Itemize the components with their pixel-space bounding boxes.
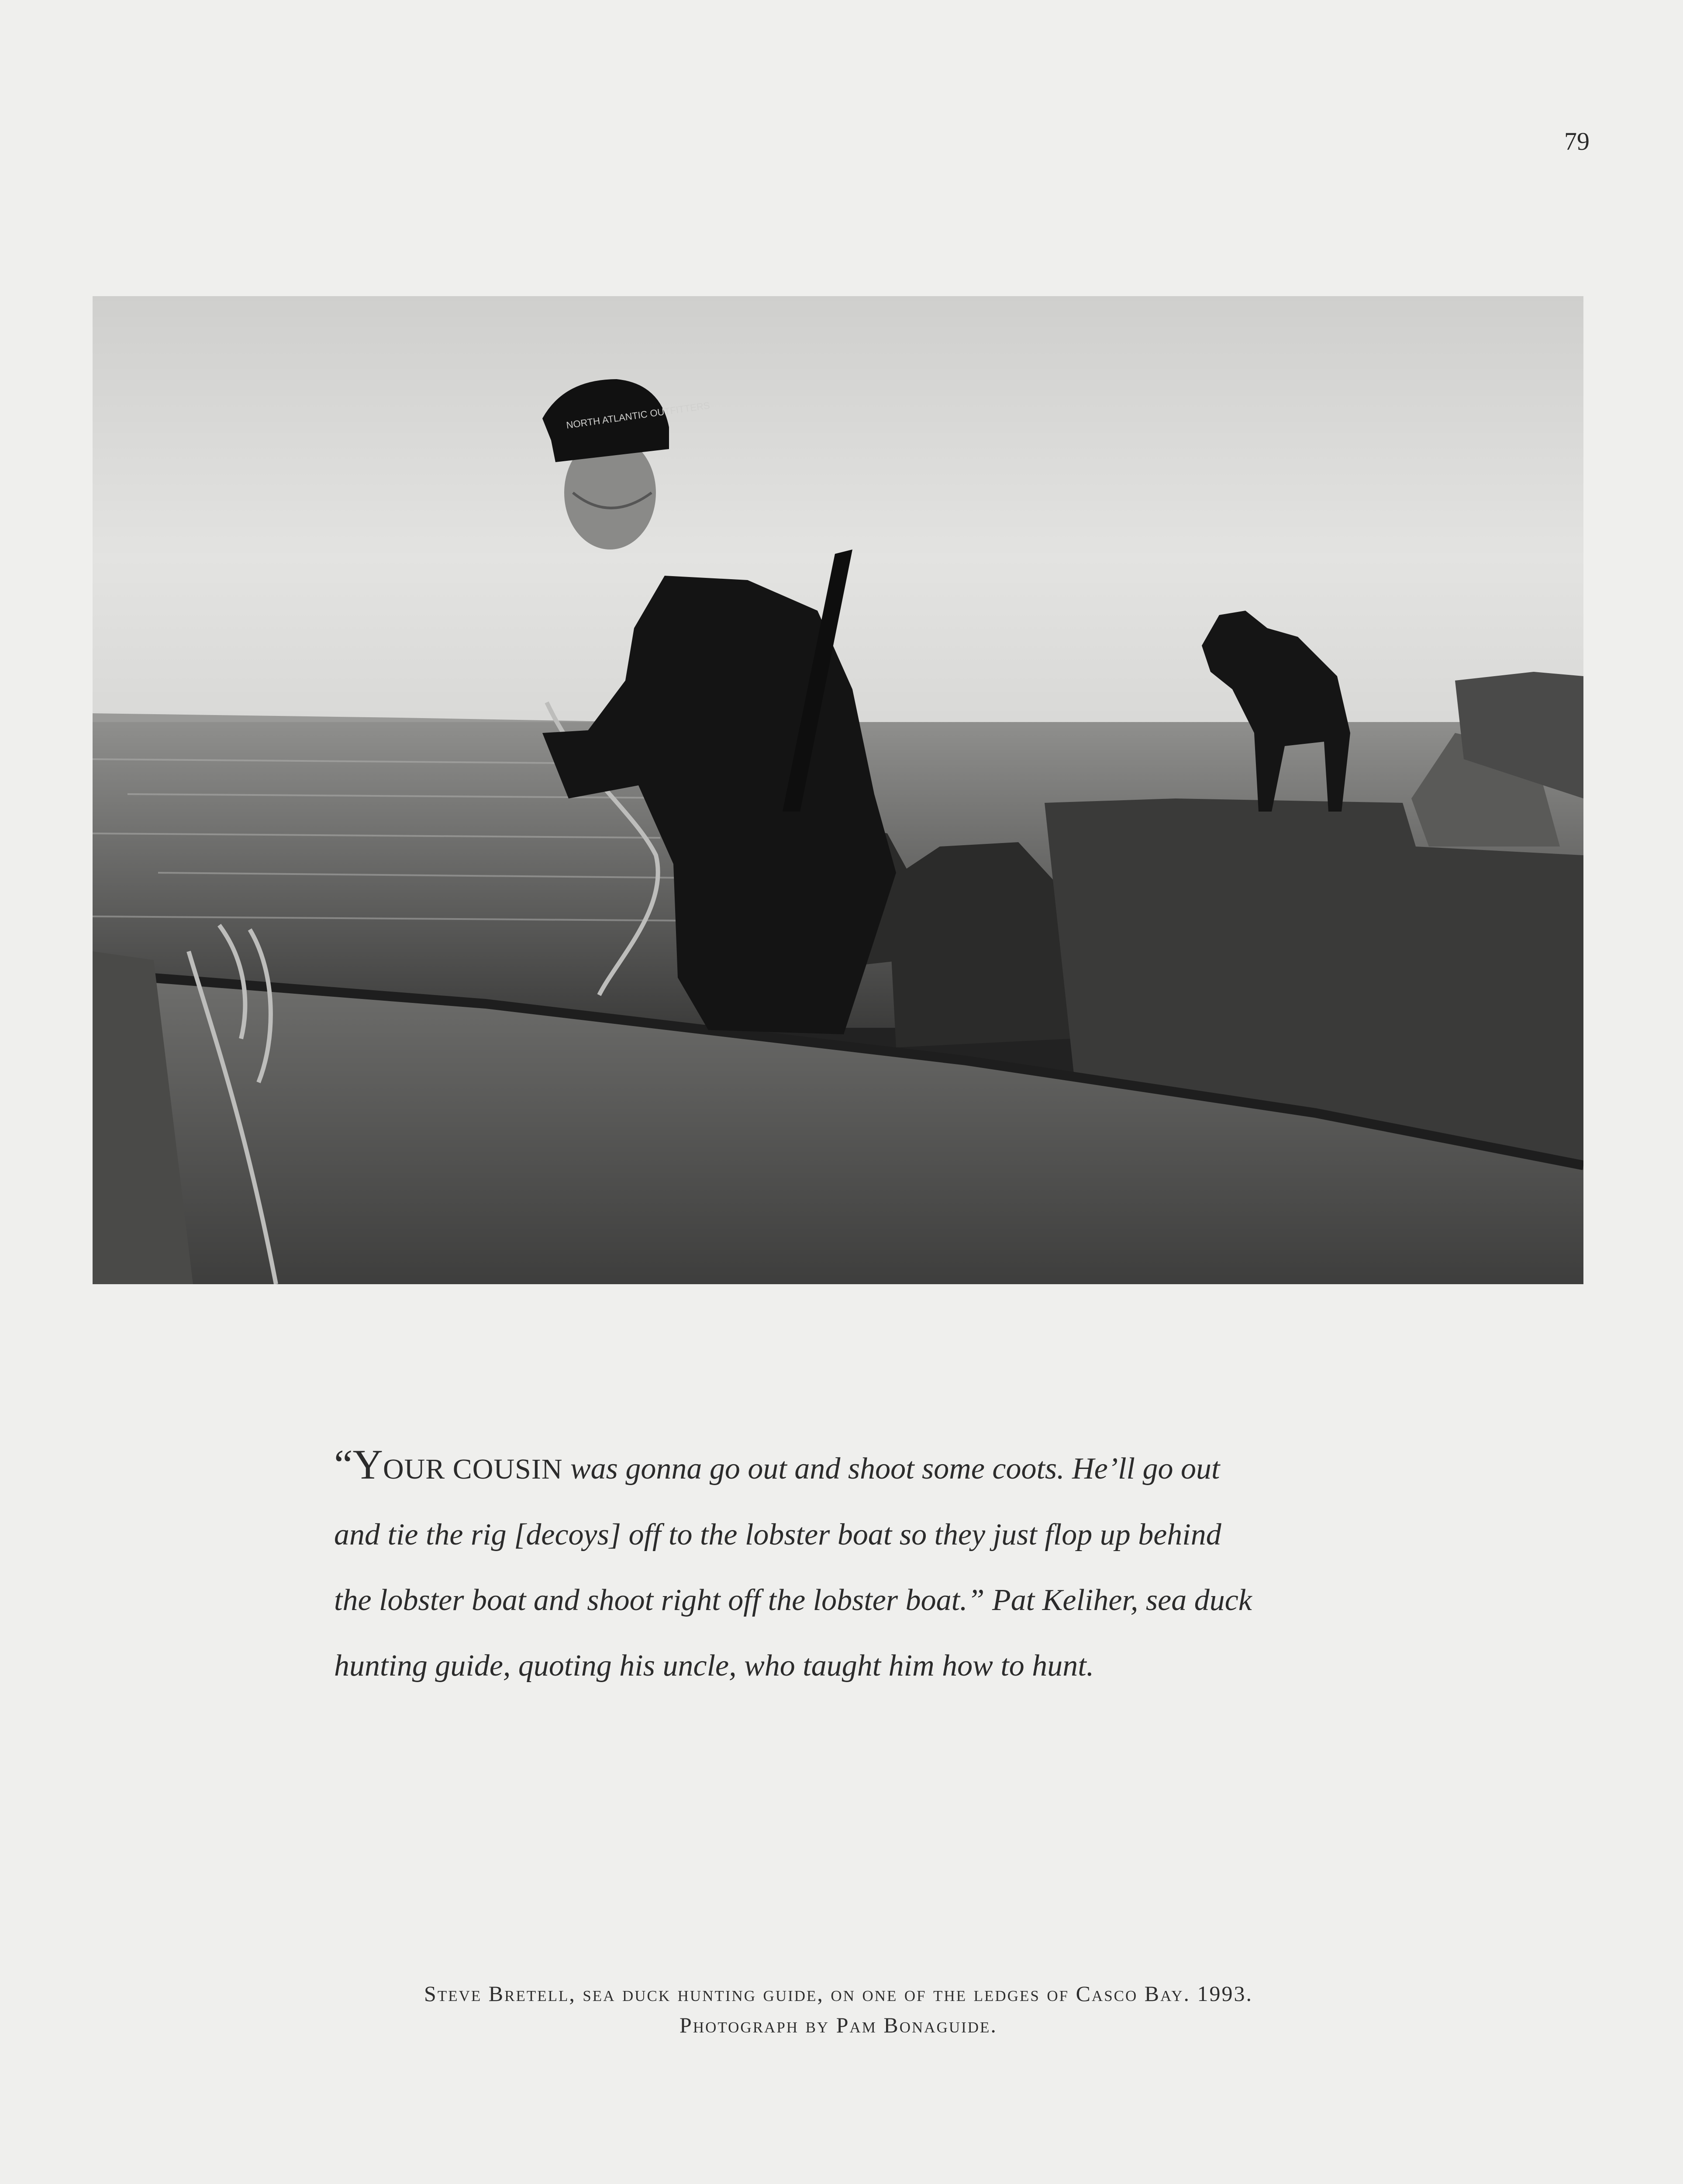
photograph-duck-hunter	[93, 296, 1583, 1284]
page-number: 79	[1564, 127, 1590, 156]
caption-line-1: Steve Bretell, sea duck hunting guide, on one of the ledges of Casco Bay. 1993.	[424, 1981, 1253, 2006]
caption-line-2: Photograph by Pam Bonaguide.	[679, 2013, 997, 2037]
quote-drop-cap: “Y	[334, 1441, 383, 1488]
quote-line-1	[334, 1432, 1343, 1502]
quote-line-1-rest: was gonna go out and shoot some coots. He’ll go out	[562, 1452, 1220, 1486]
hat-logo: NORTH ATLANTIC OUTFITTERS	[566, 400, 711, 431]
quote-line-3: the lobster boat and shoot right off the lobster boat.” Pat Keliher, sea duck	[334, 1583, 1252, 1617]
quote-line-4: hunting guide, quoting his uncle, who taught him how to hunt.	[334, 1649, 1094, 1683]
quote-small-caps: OUR COUSIN	[383, 1453, 563, 1485]
pull-quote	[334, 1432, 1343, 1699]
quote-line-2: and tie the rig [decoys] off to the lobster boat so they just flop up behind	[334, 1518, 1221, 1552]
photo-caption	[306, 1978, 1371, 2041]
